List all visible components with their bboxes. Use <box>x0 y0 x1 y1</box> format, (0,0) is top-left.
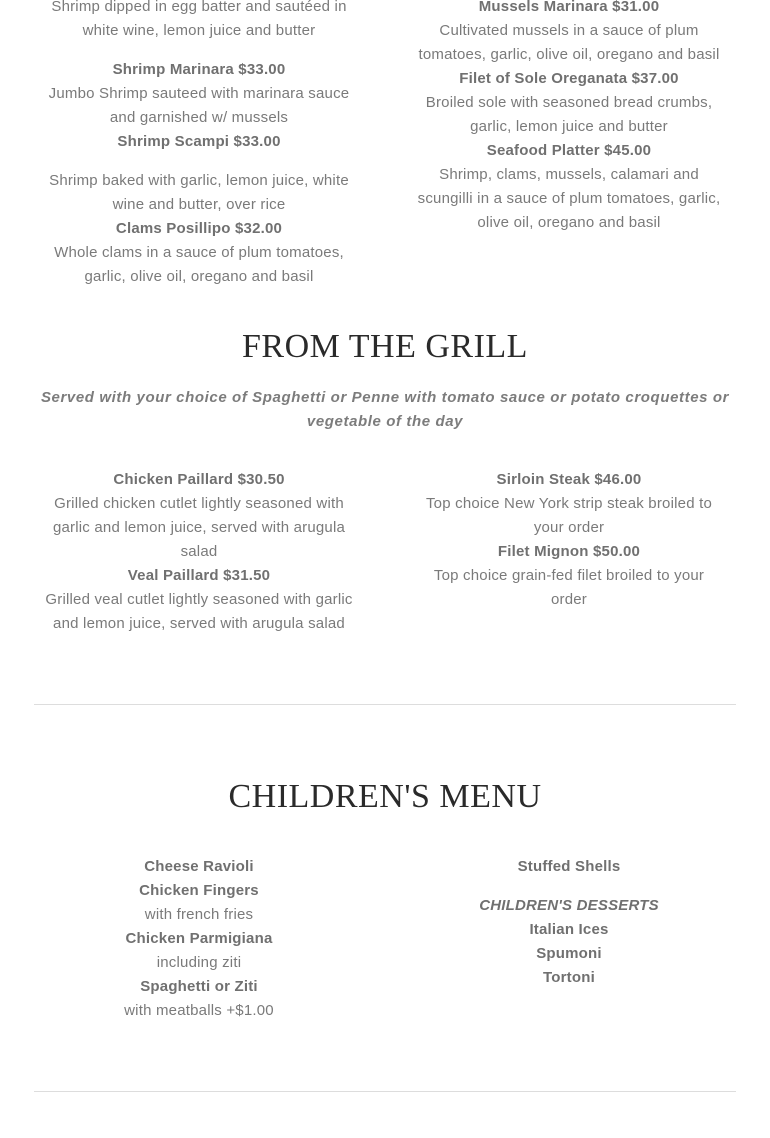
menu-item-name: Stuffed Shells <box>517 858 621 875</box>
menu-item-name: Clams Posillipo $32.00 <box>115 220 283 237</box>
menu-item-description: garlic, lemon juice and butter <box>470 118 668 135</box>
menu-item-name: Mussels Marinara $31.00 <box>478 0 660 15</box>
menu-item-description: Shrimp baked with garlic, lemon juice, white <box>49 172 349 189</box>
menu-item-description: Cultivated mussels in a sauce of plum <box>439 22 699 39</box>
menu-item-name: Shrimp Scampi $33.00 <box>117 133 281 150</box>
section-divider <box>34 704 736 705</box>
menu-item-description: Grilled veal cutlet lightly seasoned with garlic <box>45 591 353 608</box>
menu-item-name: Chicken Paillard $30.50 <box>113 471 285 488</box>
menu-item-name: Shrimp Marinara $33.00 <box>112 61 286 78</box>
menu-item-name: Filet Mignon $50.00 <box>497 543 641 560</box>
section-title-children: CHILDREN'S MENU <box>228 778 542 815</box>
menu-item-description: Top choice grain-fed filet broiled to your <box>433 567 705 584</box>
menu-item-name: Cheese Ravioli <box>144 858 254 875</box>
menu-item-description: your order <box>533 519 605 536</box>
section-title-grill: FROM THE GRILL <box>242 328 528 365</box>
menu-item-description: Whole clams in a sauce of plum tomatoes, <box>54 244 344 261</box>
menu-item-description: and garnished w/ mussels <box>109 109 289 126</box>
menu-item-description: garlic and lemon juice, served with arugula <box>52 519 346 536</box>
menu-item-name: Sirloin Steak $46.00 <box>496 471 642 488</box>
section-divider <box>34 1091 736 1092</box>
menu-item-description: Broiled sole with seasoned bread crumbs, <box>425 94 713 111</box>
menu-item-name: Tortoni <box>543 969 595 986</box>
menu-item-description: garlic, olive oil, oregano and basil <box>84 268 314 285</box>
grill-note-line-2: vegetable of the day <box>306 413 464 430</box>
grill-note-line-1: Served with your choice of Spaghetti or Penne with tomato sauce or potato croquettes or <box>40 389 730 406</box>
menu-item-name: Veal Paillard $31.50 <box>127 567 271 584</box>
menu-item-description: scungilli in a sauce of plum tomatoes, garlic, <box>417 190 721 207</box>
menu-item-name: Chicken Fingers <box>139 882 259 899</box>
menu-item-description: Top choice New York strip steak broiled to <box>425 495 713 512</box>
menu-item-description: including ziti <box>156 954 242 971</box>
menu-item-description: wine and butter, over rice <box>112 196 286 213</box>
menu-item-description: with meatballs +$1.00 <box>124 1002 274 1019</box>
menu-item-description: order <box>550 591 588 608</box>
menu-item-description: tomatoes, garlic, olive oil, oregano and basil <box>418 46 720 63</box>
menu-item-name: Spaghetti or Ziti <box>140 978 258 995</box>
menu-item-description: and lemon juice, served with arugula salad <box>53 615 345 632</box>
menu-item-description: Shrimp dipped in egg batter and sautéed in <box>51 0 347 15</box>
menu-item-name: Seafood Platter $45.00 <box>486 142 652 159</box>
menu-item-description: white wine, lemon juice and butter <box>82 22 316 39</box>
menu-item-description: olive oil, oregano and basil <box>477 214 661 231</box>
menu-item-description: with french fries <box>144 906 254 923</box>
menu-item-description: salad <box>180 543 218 560</box>
menu-item-name: Spumoni <box>536 945 602 962</box>
menu-item-name: Filet of Sole Oreganata $37.00 <box>459 70 679 87</box>
menu-item-description: Shrimp, clams, mussels, calamari and <box>439 166 699 183</box>
menu-item-description: Jumbo Shrimp sauteed with marinara sauce <box>48 85 350 102</box>
desserts-heading: CHILDREN'S DESSERTS <box>479 897 659 914</box>
menu-item-description: Grilled chicken cutlet lightly seasoned with <box>54 495 344 512</box>
menu-item-name: Italian Ices <box>529 921 609 938</box>
menu-item-name: Chicken Parmigiana <box>125 930 273 947</box>
